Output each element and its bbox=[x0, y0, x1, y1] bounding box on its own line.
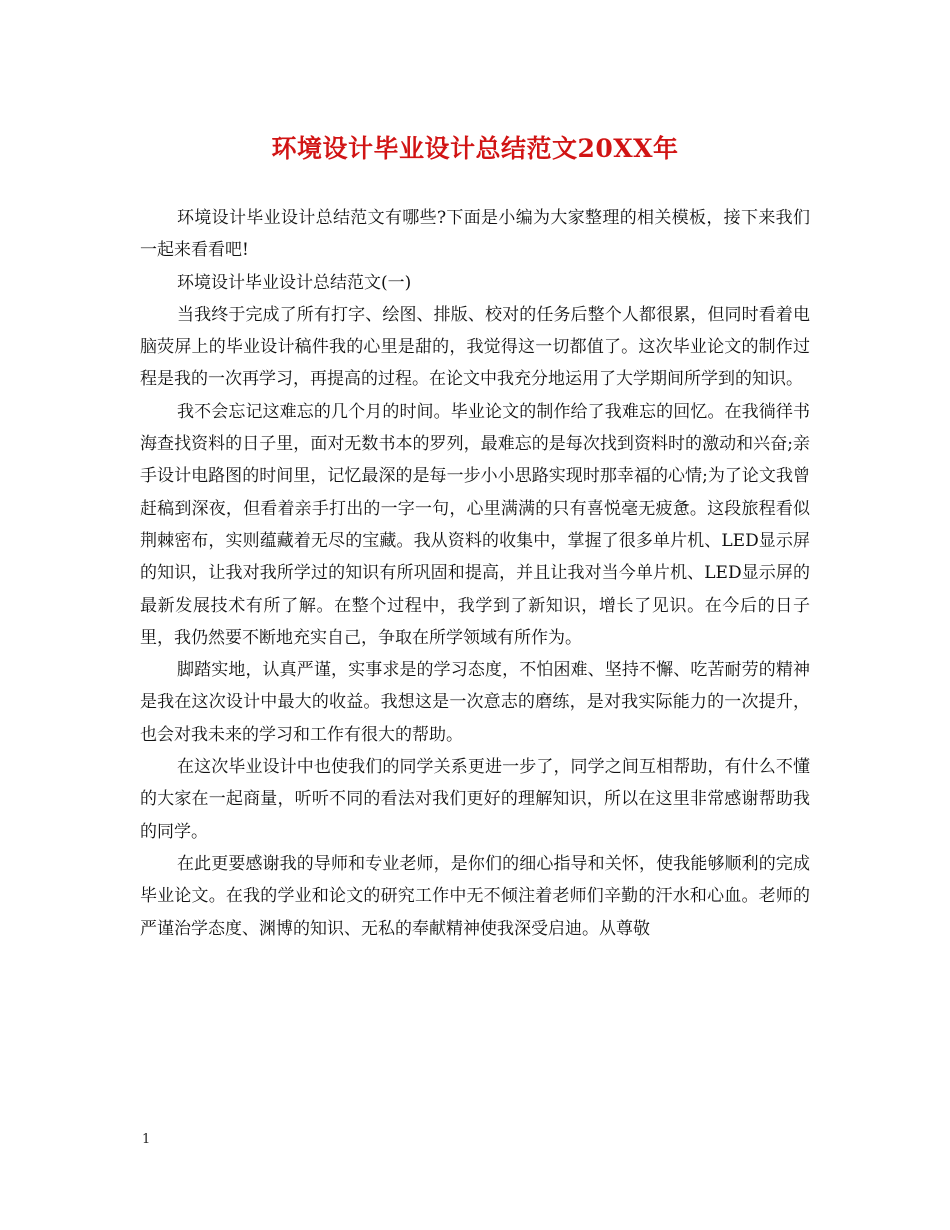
document-body bbox=[140, 202, 810, 945]
paragraph: 我不会忘记这难忘的几个月的时间。毕业论文的制作给了我难忘的回忆。在我徜徉书海查找资料的日子里，面对无数书本的罗列，最难忘的是每次找到资料时的激动和兴奋;亲手设计电路图的时间里，记忆最深的是每一步小小思路实现时那幸福的心情;为了论文我曾赶稿到深夜，但看着亲手打出的一字一句，心里满满的只有喜悦毫无疲惫。这段旅程看似荆棘密布，实则蕴藏着无尽的宝藏。我从资料的收集中，掌握了很多单片机、LED显示屏的知识，让我对我所学过的知识有所巩固和提高，并且让我对当今单片机、LED显示屏的最新发展技术有所了解。在整个过程中，我学到了新知识，增长了见识。在今后的日子里，我仍然要不断地充实自己，争取在所学领域有所作为。 bbox=[140, 401, 810, 648]
paragraph: 脚踏实地，认真严谨，实事求是的学习态度，不怕困难、坚持不懈、吃苦耐劳的精神是我在这次设计中最大的收益。我想这是一次意志的磨练，是对我实际能力的一次提升，也会对我未来的学习和工作有很大的帮助。 bbox=[140, 660, 810, 745]
paragraph: 在此更要感谢我的导师和专业老师，是你们的细心指导和关怀，使我能够顺利的完成毕业论文。在我的学业和论文的研究工作中无不倾注着老师们辛勤的汗水和心血。老师的严谨治学态度、渊博的知识、无私的奉献精神使我深受启迪。从尊敬 bbox=[140, 853, 810, 939]
paragraph: 在这次毕业设计中也使我们的同学关系更进一步了，同学之间互相帮助，有什么不懂的大家在一起商量，听听不同的看法对我们更好的理解知识，所以在这里非常感谢帮助我的同学。 bbox=[140, 757, 810, 842]
document-title: 环境设计毕业设计总结范文20XX年 bbox=[271, 134, 679, 163]
section-heading: 环境设计毕业设计总结范文(一) bbox=[177, 272, 412, 293]
page-number: 1 bbox=[142, 1132, 151, 1147]
paragraph: 当我终于完成了所有打字、绘图、排版、校对的任务后整个人都很累，但同时看着电脑荧屏上的毕业设计稿件我的心里是甜的，我觉得这一切都值了。这次毕业论文的制作过程是我的一次再学习，再提高的过程。在论文中我充分地运用了大学期间所学到的知识。 bbox=[140, 304, 810, 390]
paragraph-intro: 环境设计毕业设计总结范文有哪些?下面是小编为大家整理的相关模板，接下来我们一起来看看吧! bbox=[140, 208, 810, 261]
